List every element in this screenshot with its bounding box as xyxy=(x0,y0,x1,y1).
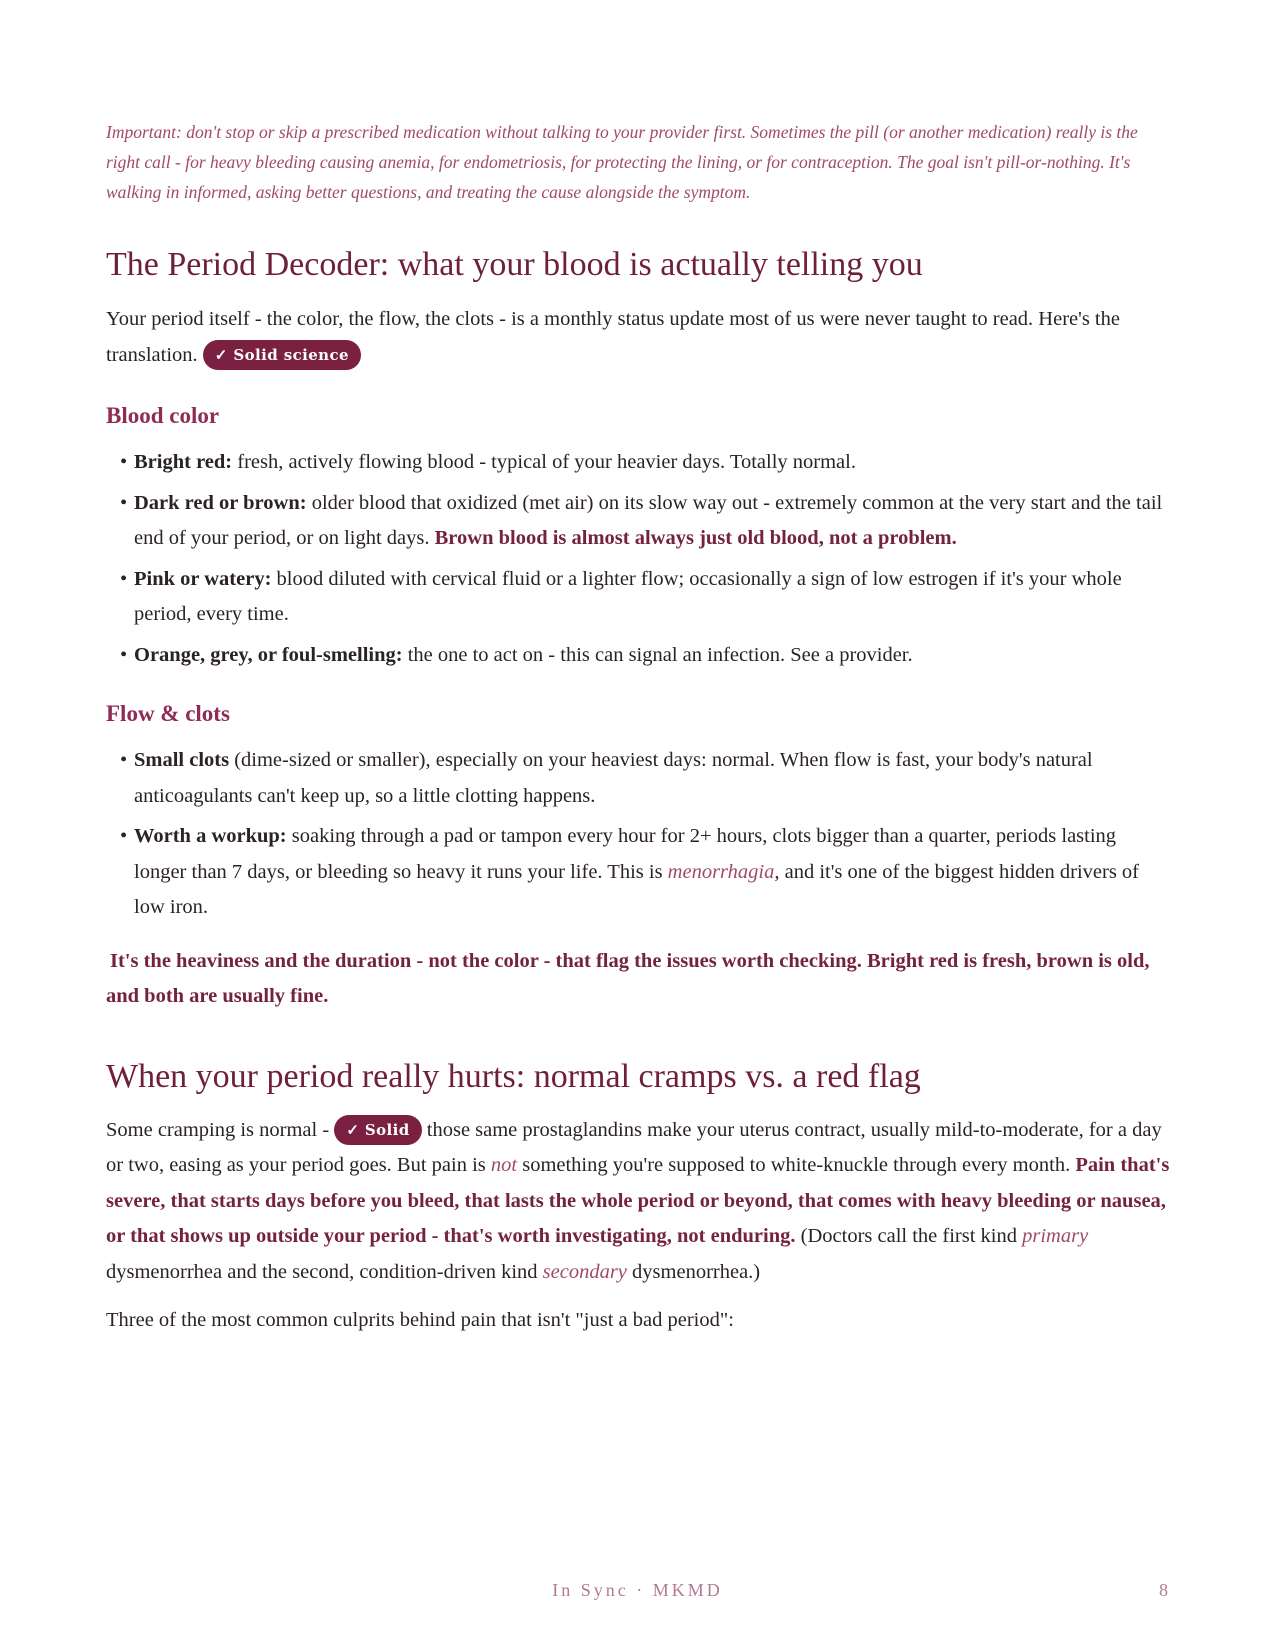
bullet-icon: • xyxy=(120,643,128,666)
list-item xyxy=(106,638,1170,674)
cramps-tail-c: dysmenorrhea.) xyxy=(626,1260,761,1283)
culprits-intro: Three of the most common culprits behind pain that isn't "just a bad period": xyxy=(106,1309,734,1331)
secondary-term: secondary xyxy=(542,1260,627,1283)
primary-term: primary xyxy=(1022,1225,1089,1247)
decoder-intro-text: Your period itself - the color, the flow, the clots - is a monthly status update most of us were never taught to read. Here's the translation. xyxy=(106,308,1120,366)
flow-clots-list xyxy=(106,743,1170,926)
solid-science-badge: ✓ Solid science xyxy=(203,340,361,370)
list-item xyxy=(106,562,1170,633)
page-number: 8 xyxy=(1159,1580,1169,1600)
cramps-title: When your period really hurts: normal cramps vs. a red flag xyxy=(106,1057,921,1095)
blood-color-heading: Blood color xyxy=(106,403,220,428)
solid-badge: ✓ Solid xyxy=(334,1115,421,1145)
term: Small clots xyxy=(134,749,230,771)
list-item xyxy=(106,445,1170,481)
term: Dark red or brown: xyxy=(134,491,307,514)
not-word: not xyxy=(490,1154,518,1176)
blood-color-list xyxy=(106,445,1170,673)
description: soaking through a pad or tampon every hour for 2+ hours, clots bigger than a quarter, periods lasting longer than 7 days, or bleeding so heavy it runs your life. This is xyxy=(134,825,1117,883)
cramps-text-after-badge: those same prostaglandins make your uterus contract, usually mild-to-moderate, for a day or two, easing as your period goes. But pain is xyxy=(106,1118,1162,1176)
list-item xyxy=(106,743,1170,814)
flow-clots-heading: Flow & clots xyxy=(106,701,230,726)
term: Pink or watery: xyxy=(134,567,272,590)
bullet-icon: • xyxy=(120,491,128,514)
description-tail: , and it's one of the biggest hidden drivers of low iron. xyxy=(134,860,1140,918)
term: Bright red: xyxy=(134,451,233,473)
cramps-paragraph xyxy=(106,1113,1170,1291)
description: (dime-sized or smaller), especially on your heaviest days: normal. When flow is fast, your body's natural anticoagulants can't keep up, so a little clotting happens. xyxy=(134,749,1093,807)
menorrhagia-term: menorrhagia xyxy=(667,860,775,883)
cramps-text-start: Some cramping is normal - xyxy=(106,1118,335,1141)
cramps-text-mid: something you're supposed to white-knuckle through every month. xyxy=(517,1154,1076,1176)
term: Orange, grey, or foul-smelling: xyxy=(134,643,403,666)
bullet-icon: • xyxy=(120,567,128,590)
bullet-icon: • xyxy=(120,451,128,473)
list-item xyxy=(106,819,1170,926)
description: blood diluted with cervical fluid or a lighter flow; occasionally a sign of low estrogen if it's your whole period, every time. xyxy=(134,567,1122,625)
cramps-tail-b: dysmenorrhea and the second, condition-driven kind xyxy=(106,1260,543,1283)
bullet-icon: • xyxy=(120,749,128,771)
cramps-emphasis: Pain that's severe, that starts days before you bleed, that lasts the whole period or beyond, that comes with heavy bleeding or nausea, or that shows up outside your period - that's worth investigating, not enduring. xyxy=(106,1154,1170,1247)
footer-title: In Sync · MKMD xyxy=(552,1580,723,1600)
medication-note: Important: don't stop or skip a prescribed medication without talking to your provider first. Sometimes the pill (or another medication) really is the right call - for heavy bleeding causing anemia, for endometriosis, for protecting the lining, or for contraception. The goal isn't pill-or-nothing. It's walking in informed, asking better questions, and treating the cause alongside the symptom. xyxy=(106,122,1138,202)
cramps-tail-a: (Doctors call the first kind xyxy=(795,1225,1023,1247)
page-content xyxy=(106,117,1170,1339)
description: fresh, actively flowing blood - typical of your heavier days. Totally normal. xyxy=(232,451,856,473)
decoder-title: The Period Decoder: what your blood is actually telling you xyxy=(106,246,923,283)
list-item xyxy=(106,486,1170,557)
description: older blood that oxidized (met air) on its slow way out - extremely common at the very start and the tail end of your period, or on light days. xyxy=(134,491,1163,549)
bullet-icon: • xyxy=(120,825,128,847)
term: Worth a workup: xyxy=(134,825,287,847)
emphasis-text: Brown blood is almost always just old blood, not a problem. xyxy=(434,527,957,549)
description: the one to act on - this can signal an infection. See a provider. xyxy=(402,643,913,666)
decoder-intro xyxy=(106,302,1170,373)
page-footer xyxy=(0,1580,1275,1604)
decoder-callout: It's the heaviness and the duration - not the color - that flag the issues worth checking. Bright red is fresh, brown is old, and both are usually fine. xyxy=(106,949,1150,1007)
